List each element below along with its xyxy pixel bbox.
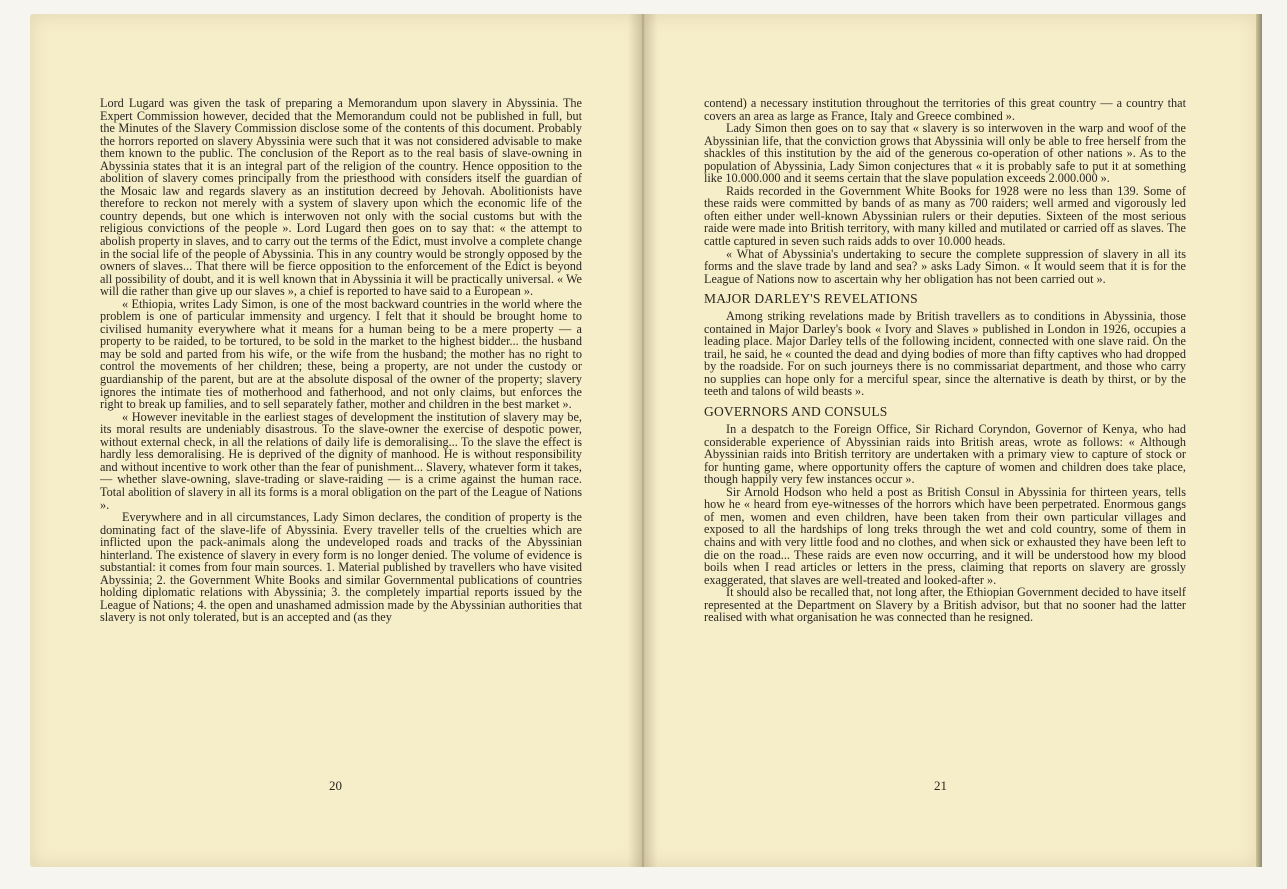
- page-number-right: 21: [934, 778, 947, 793]
- paragraph: contend) a necessary institution throughout the territories of this great country — a country that covers an area as large as France, Italy and Greece combined ».: [704, 96, 1186, 123]
- paragraph: « What of Abyssinia's undertaking to secure the complete suppression of slavery in all its forms and the slave trade by land and sea? » asks Lady Simon. « It would seem that it is for the League of Nations now to ascertain why her obligation has not been carried out ».: [704, 246, 1186, 286]
- paragraph: Sir Arnold Hodson who held a post as British Consul in Abyssinia for thirteen years, tells how he « heard from eye-witnesses of the horrors which have been perpetrated. Enormous gangs of men, women and even children, have been taken from their own particular villages and exposed to all the hardships of long treks through the wet and cold country, some of them in chains and with very little food and no clothes, and when sick or exhausted they have been left to die on the road... These raids are even now occurring, and it will be understood how my blood boils when I read articles or letters in the press, claiming that reports on slavery are grossly exaggerated, that slaves are well-treated and looked-after ».: [704, 484, 1186, 587]
- paragraph: In a despatch to the Foreign Office, Sir Richard Coryndon, Governor of Kenya, who had considerable experience of Abyssinian raids into British areas, wrote as follows: « Although Abyssinian raids into British territory are undertaken with a primary view to capture of stock or for hunting game, where opportunity offers the capture of women and children does take place, though happily very few instances occur ».: [704, 422, 1186, 487]
- section-heading: MAJOR DARLEY'S REVELATIONS: [704, 291, 918, 307]
- paragraph: It should also be recalled that, not long after, the Ethiopian Government decided to have itself represented at the Department on Slavery by a British advisor, but that no sooner had the latter realised with what organisation he was connected than he resigned.: [704, 585, 1186, 625]
- page-edge: [1256, 14, 1262, 867]
- page-number-left: 20: [329, 778, 342, 793]
- paragraph: Raids recorded in the Government White Books for 1928 were no less than 139. Some of these raids were committed by bands of as many as 700 raiders; well armed and vigorously led often either under well-known Abyssinian rulers or their deputies. Sixteen of the most serious raide were made into British territory, with many killed and mutilated or carried off as slaves. The cattle captured in seven such raids adds to over 10.000 heads.: [704, 183, 1186, 249]
- paragraph: Everywhere and in all circumstances, Lady Simon declares, the condition of property is the dominating fact of the slave-life of Abyssinia. Every traveller tells of the cruelties which are inflicted upon the pack-animals along the undeveloped roads and tracks of the Abyssinian hinterland. The existence of slavery in every form is no longer denied. The volume of evidence is substantial: it comes from four main sources. 1. Material published by travellers who have visited Abyssinia; 2. the Government White Books and similar Governmental publications of countries holding diplomatic relations with Abyssinia; 3. the completely impartial reports issued by the League of Nations; 4. the open and unashamed admission made by the Abyssinian authorities that slavery is not only tolerated, but is an accepted and (as they: [100, 510, 582, 625]
- left-page-text: [100, 97, 582, 624]
- section-heading: GOVERNORS AND CONSULS: [704, 404, 888, 420]
- paragraph: « Ethiopia, writes Lady Simon, is one of the most backward countries in the world where the problem is one of particular immensity and urgency. I felt that it should be brought home to civilised humanity everywhere what it means for a human being to be a mere property — a property to be raided, to be tortured, to be sold in the market to the highest bidder... the husband may be sold and parted from his wife, or the wife from the husband; the mother has no right to control the movements of her children; these, being a property, are not under the custody or guardianship of the parent, but are at the absolute disposal of the owner of the property; slavery ignores the intimate ties of motherhood and fatherhood, and not only claims, but enforces the right to break up families, and to sell separately father, mother and children in the best market ».: [100, 296, 582, 412]
- paragraph: Lord Lugard was given the task of preparing a Memorandum upon slavery in Abyssinia. The Expert Commission however, decided that the Memorandum could not be published in full, but the Minutes of the Slavery Commission disclose some of the contents of this document. Probably the horrors reported on slavery Abyssinia were such that it was not considered advisable to make them known to the public. The conclusion of the Report as to the real basis of slave-owning in Abyssinia states that it is an integral part of the religion of the country. Hence opposition to the abolition of slavery comes principally from the priesthood with considers itself the guardian of the Mosaic law and regards slavery as an institution decreed by Jehovah. Abolitionists have therefore to reckon not merely with a system of slavery upon which the economic life of the country depends, but one which is interwoven not only with the social customs but with the religious convictions of the people ». Lord Lugard then goes on to say that: « the attempt to abolish property in slaves, and to carry out the terms of the Edict, must involve a complete change in the social life of the people of Abyssinia. This in any country would be strongly opposed by the owners of slaves... That there will be fierce opposition to the enforcement of the Edict is beyond all possibility of doubt, and it is well known that in Abyssinia it will be practically universal. « We will die rather than give up our slaves », a chief is reported to have said to a European ».: [100, 96, 582, 299]
- paragraph: Lady Simon then goes on to say that « slavery is so interwoven in the warp and woof of the Abyssinian life, that the conviction grows that Abyssinia will only be able to free herself from the shackles of this institution by the aid of the generous co-operation of other nations ». As to the population of Abyssinia, Lady Simon conjectures that « it is probably safe to put it at something like 10.000.000 and it seems certain that the slave population exceeds 2.000.000 ».: [704, 121, 1186, 186]
- paragraph: « However inevitable in the earliest stages of development the institution of slavery may be, its moral results are undeniably disastrous. To the slave-owner the exercise of despotic power, without external check, in all the relations of daily life is demoralising... To the slave the effect is hardly less demoralising. He is deprived of the dignity of manhood. He is without responsibility and without incentive to work other than the fear of punishment... Slavery, whatever form it takes, — whether slave-owning, slave-trading or slave-raiding — is a crime against the human race. Total abolition of slavery in all its forms is a moral obligation on the part of the League of Nations ».: [100, 409, 582, 512]
- right-page-text: [704, 97, 1186, 624]
- book-gutter: [628, 14, 658, 867]
- paragraph: Among striking revelations made by British travellers as to conditions in Abyssinia, those contained in Major Darley's book « Ivory and Slaves » published in London in 1926, occupies a leading place. Major Darley tells of the following incident, connected with one slave raid. On the trail, he said, he « counted the dead and dying bodies of more than fifty captives who had dropped by the roadside. For on such journeys there is no commissariat department, and those who carry no supplies can hope only for a merciful spear, since the alternative is death by thirst, or by the teeth and talons of wild beasts ».: [704, 309, 1186, 399]
